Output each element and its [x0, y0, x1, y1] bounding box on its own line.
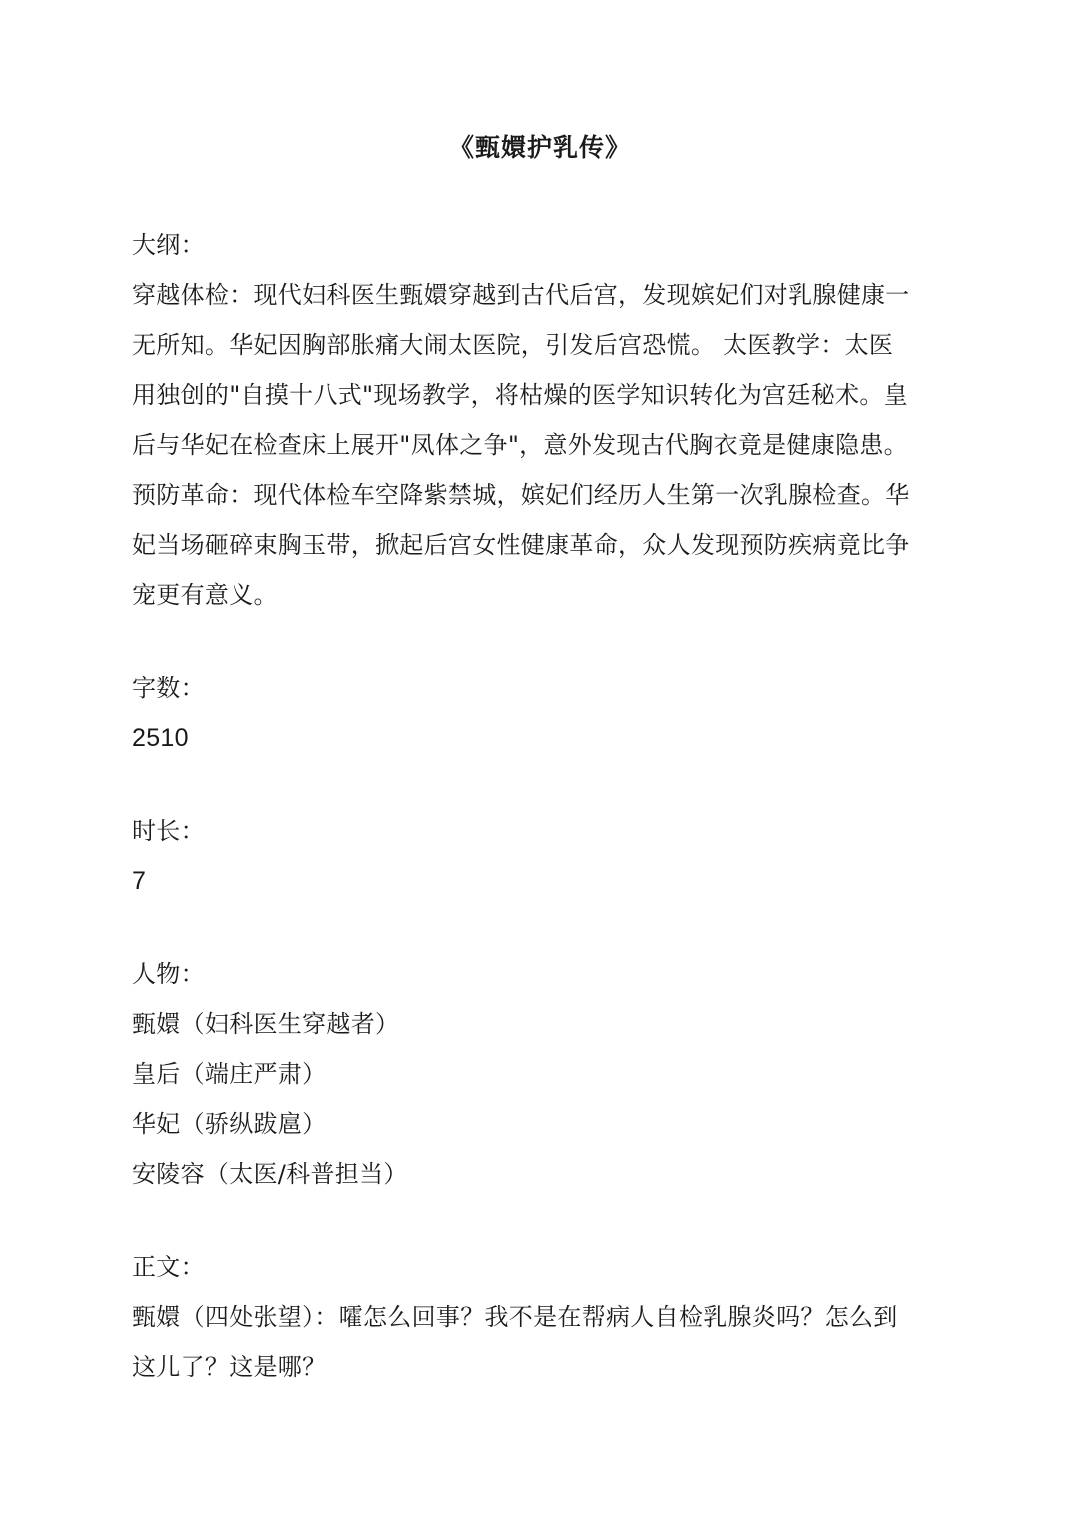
word-count-section — [132, 663, 947, 763]
body-text-line: 甄嬛（四处张望）：嚯怎么回事？我不是在帮病人自检乳腺炎吗？怎么到 — [132, 1303, 898, 1331]
outline-line: 预防革命：现代体检车空降紫禁城，嫔妃们经历人生第一次乳腺检查。华 — [132, 481, 910, 509]
document-title: 《甄嬛护乳传》 — [448, 133, 631, 162]
duration-section — [132, 806, 947, 906]
duration-value: 7 — [132, 867, 147, 895]
outline-line: 妃当场砸碎束胸玉带，掀起后宫女性健康革命，众人发现预防疾病竟比争 — [132, 531, 910, 559]
outline-label: 大纲： — [132, 231, 205, 259]
characters-label: 人物： — [132, 960, 205, 988]
outline-line: 无所知。华妃因胸部胀痛大闹太医院，引发后宫恐慌。 太医教学：太医 — [132, 331, 894, 359]
character-item: 华妃（骄纵跋扈） — [132, 1110, 327, 1138]
body-text-line: 这儿了？这是哪？ — [132, 1353, 327, 1381]
section-spacer — [132, 1199, 947, 1242]
word-count-value: 2510 — [132, 724, 189, 752]
document-content — [132, 220, 947, 1392]
section-spacer — [132, 620, 947, 663]
outline-section — [132, 220, 947, 620]
character-item: 皇后（端庄严肃） — [132, 1060, 327, 1088]
word-count-label: 字数： — [132, 674, 205, 702]
characters-section — [132, 949, 947, 1199]
body-text-section — [132, 1242, 947, 1392]
section-spacer — [132, 906, 947, 949]
duration-label: 时长： — [132, 817, 205, 845]
character-item: 安陵容（太医/科普担当） — [132, 1160, 408, 1188]
outline-line: 宠更有意义。 — [132, 581, 278, 609]
body-text-label: 正文： — [132, 1253, 205, 1281]
outline-line: 后与华妃在检查床上展开"凤体之争"，意外发现古代胸衣竟是健康隐患。 — [132, 431, 908, 459]
section-spacer — [132, 763, 947, 806]
character-item: 甄嬛（妇科医生穿越者） — [132, 1010, 400, 1038]
outline-line: 用独创的"自摸十八式"现场教学，将枯燥的医学知识转化为宫廷秘术。皇 — [132, 381, 908, 409]
outline-line: 穿越体检：现代妇科医生甄嬛穿越到古代后宫，发现嫔妃们对乳腺健康一 — [132, 281, 910, 309]
